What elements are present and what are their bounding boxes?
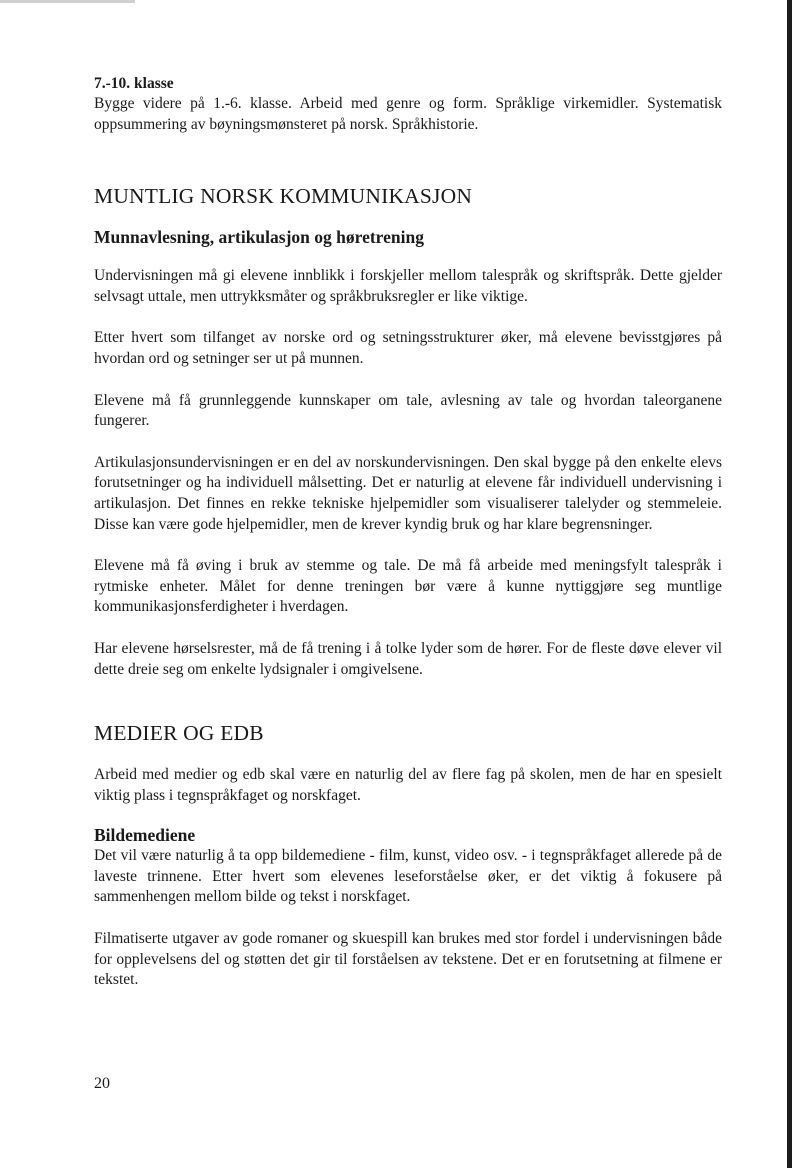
paragraph: Elevene må få øving i bruk av stemme og tale. De må få arbeide med meningsfylt talespråk i rytmiske enheter. Målet for denne treningen bør være å kunne nyttiggjøre seg muntlige kommunikasjonsferdigheter i hverdagen. — [94, 557, 722, 616]
scan-top-edge — [0, 0, 792, 3]
paragraph: Etter hvert som tilfanget av norske ord og setningsstrukturer øker, må elevene bevisstgjøres på hvordan ord og setninger ser ut på munnen. — [94, 329, 722, 367]
paragraph: Det vil være naturlig å ta opp bildemediene - film, kunst, video osv. - i tegnspråkfaget allerede på de laveste trinnene. Etter hvert som elevenes leseforståelse øker, er det viktig å fokusere på sammenhengen mellom bilde og tekst i norskfaget. — [94, 847, 722, 906]
section-title-muntlig: MUNTLIG NORSK KOMMUNIKASJON — [94, 184, 473, 209]
grade-text: Bygge videre på 1.-6. klasse. Arbeid med genre og form. Språklige virkemidler. Systematisk oppsummering av bøyningsmønsteret på norsk. Språkhistorie. — [94, 95, 722, 133]
paragraph: Undervisningen må gi elevene innblikk i forskjeller mellom talespråk og skriftspråk. Dette gjelder selvsagt uttale, men uttrykksmåter og språkbruksregler er like viktige. — [94, 267, 722, 305]
paragraph: Har elevene hørselsrester, må de få trening i å tolke lyder som de hører. For de fleste døve elever vil dette dreie seg om enkelte lydsignaler i omgivelsene. — [94, 639, 722, 678]
paragraph: Artikulasjonsundervisningen er en del av norskundervisningen. Den skal bygge på den enkelte elevs forutsetninger og ha individuell målsetting. Det er naturlig at elevene får individuell undervisning i artikulasjon. Det finnes en rekke tekniske hjelpemidler som visualiserer talelyder og stemmeleie. Disse kan være gode hjelpemidler, men de krever kyndig bruk og har klare begrensninger. — [94, 453, 722, 533]
section-subtitle-bildemediene: Bildemediene — [94, 825, 196, 846]
section-title-medier: MEDIER OG EDB — [94, 721, 264, 746]
paragraph: Elevene må få grunnleggende kunnskaper om tale, avlesning av tale og hvordan taleorganene fungerer. — [94, 391, 722, 430]
grade-block — [94, 74, 722, 135]
page-number: 20 — [94, 1075, 110, 1092]
grade-heading: 7.-10. klasse — [94, 75, 174, 92]
paragraph: Arbeid med medier og edb skal være en naturlig del av flere fag på skolen, men de har en spesielt viktig plass i tegnspråkfaget og norskfaget. — [94, 766, 722, 804]
paragraph: Filmatiserte utgaver av gode romaner og skuespill kan brukes med stor fordel i undervisningen både for opplevelsens del og støtten det gir til forståelsen av tekstene. Det er en forutsetning at filmene er tekstet. — [94, 930, 722, 989]
scan-right-edge — [787, 0, 792, 1168]
section-subtitle-munnavlesning: Munnavlesning, artikulasjon og høretrening — [94, 227, 424, 248]
document-page — [94, 74, 722, 991]
